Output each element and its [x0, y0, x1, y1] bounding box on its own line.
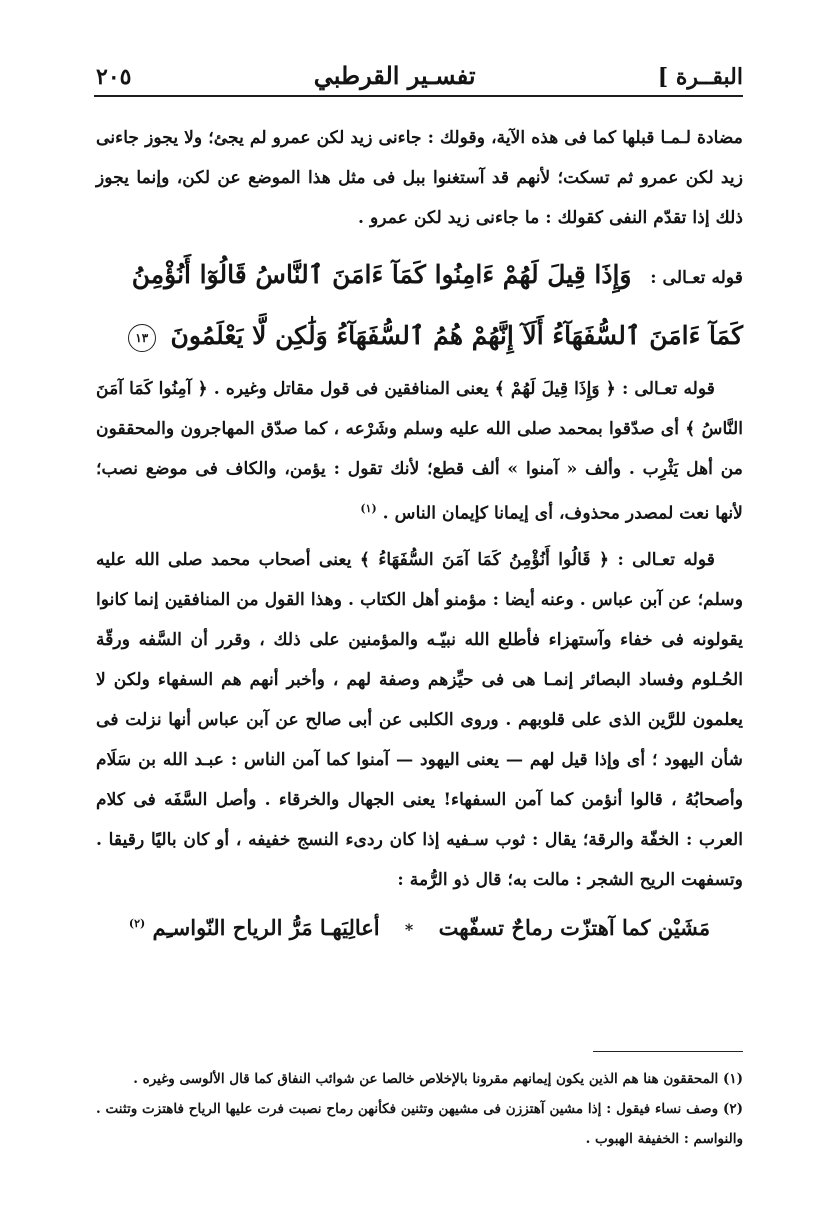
paragraph-commentary-2: قوله تعـالى : ﴿ قَالُوا أَنُؤْمِنُ كَمَا آمَنَ السُّفَهَاءُ ﴾ يعنى أصحاب محمد صلى الله عليه وسلم؛ عن آبن عباس . وعنه أيضا : مؤمنو أهل الكتاب . وهذا القول من المنافقين إنما كانوا يقولونه فى خفاء وآستهزاء فأطلع الله نبيّـه والمؤمنين على ذلك ، وقرر أن السَّفه ورقّة الحُـلوم وفساد البصائر إنمـا هى فى حيِّزهم وصفة لهم ، وأخبر أنهم هم السفهاء ولكن لا يعلمون للرَّين الذى على قلوبهم . وروى الكلبى عن أبى صالح عن آبن عباس أنها نزلت فى شأن اليهود ؛ أى وإذا قيل لهم — يعنى اليهود — آمنوا كما آمن الناس : عبـد الله بن سَلَام وأصحابُهُ ، قالوا أنؤمن كما آمن السفهاء! يعنى الجهال والخرقاء . وأصل السَّفَه فى كلام العرب : الخفّة والرقة؛ يقال : ثوب سـفيه إذا كان ردىء النسج خفيفه ، أو كان باليًا رقيقا . وتسفهت الريح الشجر : مالت به؛ قال ذو الرُّمة :: [96, 549, 743, 890]
poem-first-half: مَشَيْن كما آهتزّت رماحٌ تسفّهت: [438, 914, 711, 940]
verse-lead: قوله تعـالى :: [650, 268, 743, 288]
quran-verse: [96, 246, 743, 365]
paragraph-commentary-1: [96, 369, 743, 534]
surah-name: البقــرة ]: [657, 64, 743, 90]
commentary-1-text: قوله تعـالى : ﴿ وَإِذَا قِيلَ لَهُمْ ﴾ يعنى المنافقين فى قول مقاتل وغيره . ﴿ آمِنُوا كَمَا آمَنَ النَّاسُ ﴾ أى صدّقوا بمحمد صلى الله عليه وسلم وشَرْعه ، كما صدّق المهاجرون والمحققون من أهل يَثْرِب . وألف « آمنوا » ألف قطع؛ لأنك تقول : يؤمن، والكاف فى موضع نصب؛ لأنها نعت لمصدر محذوف، أى إيمانا كإيمان الناس .: [96, 379, 743, 524]
main-text: [96, 118, 743, 952]
verse-line-2: [96, 307, 743, 365]
ayah-number-marker: ١٣: [128, 324, 156, 352]
verse-line-1: [96, 246, 743, 307]
footnote-ref-1: (١): [360, 502, 377, 515]
header-rule: [94, 95, 743, 97]
verse-text-1: وَإِذَا قِيلَ لَهُمْ ءَامِنُوا كَمَآ ءَامَنَ ٱلنَّاسُ قَالُوٓا أَنُؤْمِنُ: [131, 260, 632, 289]
footnote-2: (٢) وصف نساء فيقول : إذا مشين آهتززن فى مشيهن وتثنين فكأنهن رماح نصبت فرت عليها الرياح فاهتزت وتثنت . والنواسم : الخفيفة الهبوب .: [96, 1101, 743, 1147]
footnote-1: (١) المحققون هنا هم الذين يكون إيمانهم مقرونا بالإخلاص خالصا عن شوائب النفاق كما قال الألوسى وغيره .: [133, 1071, 743, 1087]
verse-text-2: كَمَآ ءَامَنَ ٱلسُّفَهَآءُ أَلَآ إِنَّهُمْ هُمُ ٱلسُّفَهَآءُ وَلَٰكِن لَّا يَعْلَمُونَ: [170, 321, 743, 350]
poem-verse: [96, 902, 743, 952]
book-title: تفسـير القرطبي: [313, 61, 476, 90]
footnotes: [96, 1064, 743, 1154]
poem-second-half: أعالِيَهـا مَرُّ الرياح النّواسـِم: [152, 914, 380, 940]
poem-separator: *: [404, 919, 414, 939]
footnote-ref-2: (٢): [128, 916, 146, 930]
footnote-rule: [593, 1051, 743, 1052]
page-number: ٢٠٥: [96, 64, 132, 90]
running-header: [96, 56, 743, 90]
paragraph-opening: مضادة لـمـا قبلها كما فى هذه الآية، وقولك : جاءنى زيد لكن عمرو لم يجئ؛ ولا يجوز جاءنى زيد لكن عمرو ثم تسكت؛ لأنهم قد آستغنوا ببل فى مثل هذا الموضع عن لكن، وإنما يجوز ذلك إذا تقدّم النفى كقولك : ما جاءنى زيد لكن عمرو .: [96, 128, 743, 228]
